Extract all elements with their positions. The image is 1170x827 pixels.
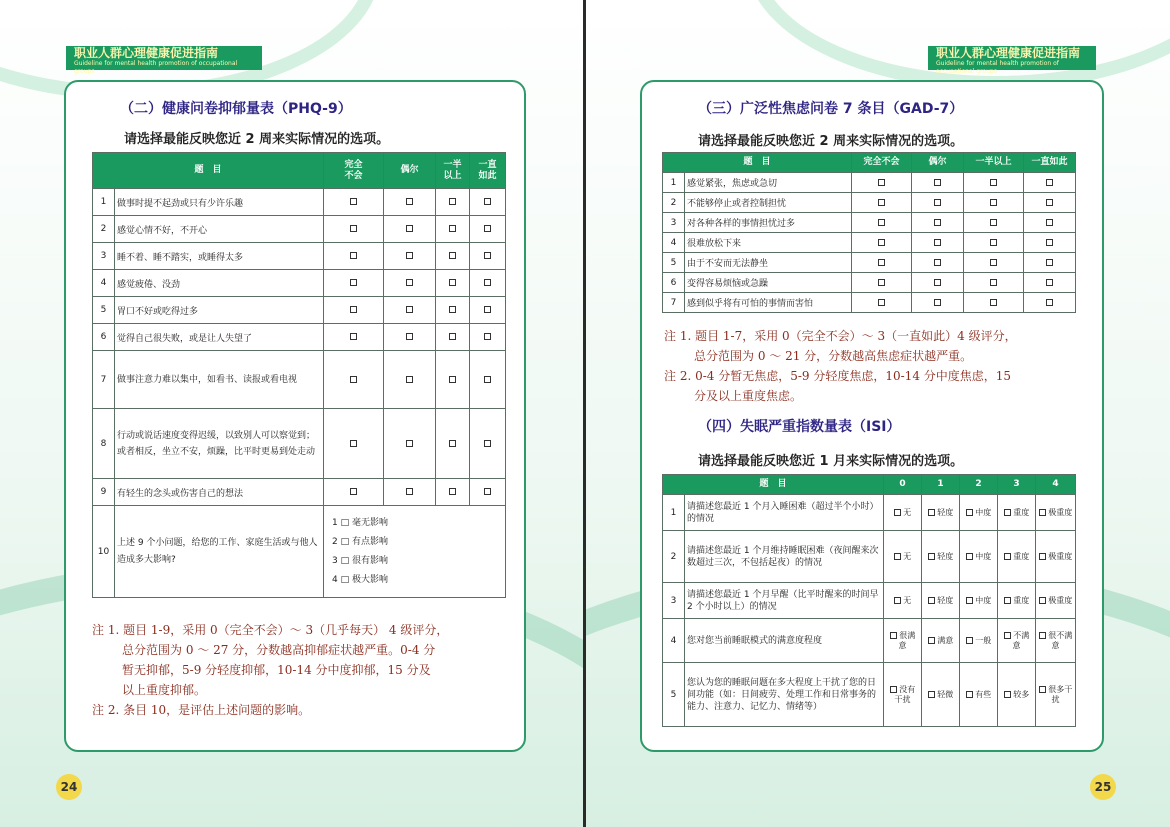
row-number: 2 xyxy=(663,193,685,213)
column-header: 题 目 xyxy=(93,153,324,189)
instruction-isi: 请选择最能反映您近 1 月来实际情况的选项。 xyxy=(698,454,964,469)
checkbox[interactable] xyxy=(928,509,935,516)
checkbox[interactable] xyxy=(406,376,413,383)
table-row xyxy=(663,273,1076,293)
checkbox[interactable] xyxy=(406,252,413,259)
row-text: 上述 9 个小问题，给您的工作、家庭生活或与他人造成多大影响? xyxy=(115,506,324,598)
decor-swoosh xyxy=(746,0,1170,90)
checkbox[interactable] xyxy=(350,488,357,495)
phq9-notes xyxy=(92,620,512,720)
note-line: 总分范围为 0 ～ 21 分，分数越高焦虑症状越严重。 xyxy=(694,349,973,363)
column-header: 偶尔 xyxy=(912,153,964,173)
header-banner xyxy=(66,46,262,75)
checkbox[interactable] xyxy=(1004,509,1011,516)
checkbox[interactable] xyxy=(350,198,357,205)
note-line: 注 1. 题目 1-7，采用 0（完全不会）～ 3（一直如此）4 级评分， xyxy=(664,329,1017,343)
column-header: 一半 以上 xyxy=(436,153,470,189)
checkbox[interactable] xyxy=(966,637,973,644)
header-banner xyxy=(928,46,1096,75)
checkbox[interactable] xyxy=(449,376,456,383)
checkbox[interactable] xyxy=(894,509,901,516)
instruction-gad7: 请选择最能反映您近 2 周来实际情况的选项。 xyxy=(698,134,964,149)
table-row xyxy=(663,619,1076,663)
row-text: 胃口不好或吃得过多 xyxy=(115,297,324,324)
checkbox[interactable] xyxy=(966,509,973,516)
checkbox[interactable] xyxy=(990,199,997,206)
row-number: 4 xyxy=(93,270,115,297)
right-page xyxy=(586,0,1170,827)
option-label: 很多干扰 xyxy=(1048,684,1073,704)
row-number: 1 xyxy=(663,173,685,193)
checkbox[interactable] xyxy=(934,299,941,306)
row-number: 3 xyxy=(663,213,685,233)
impact-option[interactable]: 1 □ 毫无影响 xyxy=(332,517,388,528)
option-label: 满意 xyxy=(937,635,954,645)
column-header: 偶尔 xyxy=(384,153,436,189)
checkbox[interactable] xyxy=(350,252,357,259)
checkbox[interactable] xyxy=(934,239,941,246)
checkbox[interactable] xyxy=(484,252,491,259)
column-header: 3 xyxy=(998,475,1036,495)
table-row xyxy=(93,189,506,216)
checkbox[interactable] xyxy=(878,239,885,246)
row-text: 您对您当前睡眠模式的满意度程度 xyxy=(685,619,884,663)
table-row xyxy=(663,213,1076,233)
checkbox[interactable] xyxy=(1046,279,1053,286)
section-title-isi: （四）失眠严重指数量表（ISI） xyxy=(698,419,901,435)
note-line: 注 2. 条目 10，是评估上述问题的影响。 xyxy=(92,703,311,717)
checkbox[interactable] xyxy=(406,440,413,447)
row-text: 请描述您最近 1 个月维持睡眠困难（夜间醒来次数超过三次，不包括起夜）的情况 xyxy=(685,531,884,583)
row-text: 请描述您最近 1 个月入睡困难（超过半个小时）的情况 xyxy=(685,495,884,531)
option-label: 重度 xyxy=(1013,595,1030,605)
checkbox[interactable] xyxy=(350,225,357,232)
checkbox[interactable] xyxy=(350,376,357,383)
checkbox[interactable] xyxy=(484,306,491,313)
row-text: 感觉心情不好，不开心 xyxy=(115,216,324,243)
table-row xyxy=(93,506,506,598)
table-row xyxy=(93,270,506,297)
row-text: 请描述您最近 1 个月早醒（比平时醒来的时间早 2 个小时以上）的情况 xyxy=(685,583,884,619)
checkbox[interactable] xyxy=(449,333,456,340)
column-header: 一直 如此 xyxy=(470,153,506,189)
checkbox[interactable] xyxy=(1004,553,1011,560)
row-text: 由于不安而无法静坐 xyxy=(685,253,852,273)
row-number: 4 xyxy=(663,619,685,663)
checkbox[interactable] xyxy=(484,279,491,286)
checkbox[interactable] xyxy=(406,306,413,313)
checkbox[interactable] xyxy=(406,225,413,232)
row-number: 5 xyxy=(93,297,115,324)
option-label: 很不满意 xyxy=(1048,630,1073,650)
checkbox[interactable] xyxy=(934,279,941,286)
checkbox[interactable] xyxy=(484,488,491,495)
isi-table xyxy=(662,474,1076,727)
gad7-table xyxy=(662,152,1076,313)
row-number: 9 xyxy=(93,479,115,506)
checkbox[interactable] xyxy=(1046,259,1053,266)
instruction-phq9: 请选择最能反映您近 2 周来实际情况的选项。 xyxy=(124,132,390,147)
option-label: 轻微 xyxy=(937,689,954,699)
header-title: 职业人群心理健康促进指南 xyxy=(936,46,1081,60)
checkbox[interactable] xyxy=(350,306,357,313)
checkbox[interactable] xyxy=(1039,686,1046,693)
row-text: 很难放松下来 xyxy=(685,233,852,253)
checkbox[interactable] xyxy=(990,179,997,186)
row-number: 3 xyxy=(93,243,115,270)
checkbox[interactable] xyxy=(878,299,885,306)
checkbox[interactable] xyxy=(1046,239,1053,246)
checkbox[interactable] xyxy=(1046,179,1053,186)
checkbox[interactable] xyxy=(406,198,413,205)
row-number: 5 xyxy=(663,663,685,727)
option-label: 无 xyxy=(903,551,912,561)
checkbox[interactable] xyxy=(1004,632,1011,639)
row-text: 感觉紧张，焦虑或急切 xyxy=(685,173,852,193)
column-header: 0 xyxy=(884,475,922,495)
column-header: 完全 不会 xyxy=(324,153,384,189)
row-number: 3 xyxy=(663,583,685,619)
table-row xyxy=(663,583,1076,619)
row-text: 做事注意力难以集中，如看书、读报或看电视 xyxy=(115,351,324,409)
option-label: 轻度 xyxy=(937,595,954,605)
table-row xyxy=(93,479,506,506)
checkbox[interactable] xyxy=(406,279,413,286)
table-row xyxy=(663,233,1076,253)
checkbox[interactable] xyxy=(449,225,456,232)
note-line: 注 1. 题目 1-9，采用 0（完全不会）～ 3（几乎每天） 4 级评分， xyxy=(92,623,449,637)
checkbox[interactable] xyxy=(484,198,491,205)
table-row xyxy=(93,351,506,409)
column-header: 一半以上 xyxy=(964,153,1024,173)
row-number: 2 xyxy=(663,531,685,583)
table-row xyxy=(663,495,1076,531)
column-header: 完全不会 xyxy=(852,153,912,173)
row-number: 10 xyxy=(93,506,115,598)
checkbox[interactable] xyxy=(406,488,413,495)
impact-option[interactable]: 2 □ 有点影响 xyxy=(332,536,388,547)
checkbox[interactable] xyxy=(449,252,456,259)
option-label: 有些 xyxy=(975,689,992,699)
table-row xyxy=(663,173,1076,193)
impact-options xyxy=(324,506,506,598)
header-subtitle: Guideline for mental health promotion of occupational groups xyxy=(936,60,1059,75)
checkbox[interactable] xyxy=(928,691,935,698)
row-text: 不能够停止或者控制担忧 xyxy=(685,193,852,213)
checkbox[interactable] xyxy=(1039,553,1046,560)
note-line: 注 2. 0-4 分暂无焦虑，5-9 分轻度焦虑，10-14 分中度焦虑，15 xyxy=(664,369,1012,383)
checkbox[interactable] xyxy=(350,333,357,340)
checkbox[interactable] xyxy=(484,376,491,383)
row-number: 4 xyxy=(663,233,685,253)
checkbox[interactable] xyxy=(928,637,935,644)
checkbox[interactable] xyxy=(966,553,973,560)
checkbox[interactable] xyxy=(484,440,491,447)
checkbox[interactable] xyxy=(878,259,885,266)
checkbox[interactable] xyxy=(1046,299,1053,306)
impact-option[interactable]: 3 □ 很有影响 xyxy=(332,555,388,566)
checkbox[interactable] xyxy=(894,597,901,604)
row-number: 2 xyxy=(93,216,115,243)
option-label: 中度 xyxy=(975,551,992,561)
column-header: 一直如此 xyxy=(1024,153,1076,173)
checkbox[interactable] xyxy=(449,440,456,447)
row-text: 做事时提不起劲或只有少许乐趣 xyxy=(115,189,324,216)
note-line: 暂无抑郁，5-9 分轻度抑郁，10-14 分中度抑郁，15 分及 xyxy=(122,663,431,677)
section-title-phq9: （二）健康问卷抑郁量表（PHQ-9） xyxy=(120,101,352,117)
row-number: 5 xyxy=(663,253,685,273)
option-label: 极重度 xyxy=(1048,507,1073,517)
row-number: 6 xyxy=(93,324,115,351)
row-text: 行动或说话速度变得迟缓，以致别人可以察觉到；或者相反，坐立不安，烦躁，比平时更易到处走动 xyxy=(115,409,324,479)
table-row xyxy=(93,216,506,243)
checkbox[interactable] xyxy=(1046,219,1053,226)
checkbox[interactable] xyxy=(890,632,897,639)
option-label: 中度 xyxy=(975,595,992,605)
checkbox[interactable] xyxy=(1039,632,1046,639)
checkbox[interactable] xyxy=(928,597,935,604)
checkbox[interactable] xyxy=(878,179,885,186)
option-label: 不满意 xyxy=(1012,630,1030,650)
option-label: 无 xyxy=(903,507,912,517)
option-label: 中度 xyxy=(975,507,992,517)
row-number: 7 xyxy=(93,351,115,409)
checkbox[interactable] xyxy=(990,219,997,226)
row-text: 感到似乎将有可怕的事情而害怕 xyxy=(685,293,852,313)
row-text: 睡不着、睡不踏实，或睡得太多 xyxy=(115,243,324,270)
header-subtitle: Guideline for mental health promotion of occupational groups xyxy=(74,60,238,75)
checkbox[interactable] xyxy=(878,279,885,286)
row-number: 8 xyxy=(93,409,115,479)
checkbox[interactable] xyxy=(350,279,357,286)
column-header: 1 xyxy=(922,475,960,495)
checkbox[interactable] xyxy=(449,488,456,495)
page-number: 24 xyxy=(56,774,82,800)
option-label: 很满意 xyxy=(898,630,916,650)
row-text: 感觉疲倦、没劲 xyxy=(115,270,324,297)
checkbox[interactable] xyxy=(878,199,885,206)
checkbox[interactable] xyxy=(1004,691,1011,698)
checkbox[interactable] xyxy=(890,686,897,693)
option-label: 无 xyxy=(903,595,912,605)
table-row xyxy=(663,293,1076,313)
page-number: 25 xyxy=(1090,774,1116,800)
table-row xyxy=(93,409,506,479)
option-label: 极重度 xyxy=(1048,595,1073,605)
table-row xyxy=(663,193,1076,213)
column-header: 2 xyxy=(960,475,998,495)
checkbox[interactable] xyxy=(484,333,491,340)
option-label: 轻度 xyxy=(937,551,954,561)
checkbox[interactable] xyxy=(934,179,941,186)
row-number: 6 xyxy=(663,273,685,293)
checkbox[interactable] xyxy=(990,299,997,306)
row-number: 7 xyxy=(663,293,685,313)
checkbox[interactable] xyxy=(406,333,413,340)
option-label: 没有干扰 xyxy=(894,684,916,704)
checkbox[interactable] xyxy=(484,225,491,232)
checkbox[interactable] xyxy=(1039,597,1046,604)
phq9-table xyxy=(92,152,506,598)
row-number: 1 xyxy=(663,495,685,531)
row-text: 变得容易烦恼或急躁 xyxy=(685,273,852,293)
checkbox[interactable] xyxy=(878,219,885,226)
checkbox[interactable] xyxy=(449,306,456,313)
note-line: 以上重度抑郁。 xyxy=(122,683,207,697)
note-line: 分及以上重度焦虑。 xyxy=(694,389,803,403)
checkbox[interactable] xyxy=(934,219,941,226)
option-label: 较多 xyxy=(1013,689,1030,699)
column-header: 4 xyxy=(1036,475,1076,495)
checkbox[interactable] xyxy=(894,553,901,560)
checkbox[interactable] xyxy=(1046,199,1053,206)
checkbox[interactable] xyxy=(1004,597,1011,604)
checkbox[interactable] xyxy=(966,597,973,604)
checkbox[interactable] xyxy=(449,198,456,205)
note-line: 总分范围为 0 ～ 27 分，分数越高抑郁症状越严重。0-4 分 xyxy=(122,643,436,657)
section-title-gad7: （三）广泛性焦虑问卷 7 条目（GAD-7） xyxy=(698,101,964,117)
checkbox[interactable] xyxy=(934,259,941,266)
row-text: 有轻生的念头或伤害自己的想法 xyxy=(115,479,324,506)
row-number: 1 xyxy=(93,189,115,216)
left-page xyxy=(0,0,584,827)
checkbox[interactable] xyxy=(928,553,935,560)
row-text: 对各种各样的事情担忧过多 xyxy=(685,213,852,233)
header-title: 职业人群心理健康促进指南 xyxy=(74,46,219,60)
option-label: 重度 xyxy=(1013,507,1030,517)
table-row xyxy=(93,243,506,270)
checkbox[interactable] xyxy=(990,239,997,246)
checkbox[interactable] xyxy=(934,199,941,206)
column-header: 题 目 xyxy=(663,153,852,173)
table-row xyxy=(663,253,1076,273)
gad7-notes xyxy=(664,326,1094,406)
checkbox[interactable] xyxy=(449,279,456,286)
table-row xyxy=(663,663,1076,727)
row-text: 觉得自己很失败，或是让人失望了 xyxy=(115,324,324,351)
checkbox[interactable] xyxy=(966,691,973,698)
checkbox[interactable] xyxy=(1039,509,1046,516)
option-label: 一般 xyxy=(975,635,992,645)
impact-option[interactable]: 4 □ 极大影响 xyxy=(332,574,388,585)
checkbox[interactable] xyxy=(990,279,997,286)
column-header: 题 目 xyxy=(663,475,884,495)
table-row xyxy=(93,324,506,351)
option-label: 轻度 xyxy=(937,507,954,517)
checkbox[interactable] xyxy=(350,440,357,447)
checkbox[interactable] xyxy=(990,259,997,266)
row-text: 您认为您的睡眠问题在多大程度上干扰了您的日间功能（如：日间疲劳、处理工作和日常事务的能力、注意力、记忆力、情绪等） xyxy=(685,663,884,727)
table-row xyxy=(663,531,1076,583)
option-label: 极重度 xyxy=(1048,551,1073,561)
table-row xyxy=(93,297,506,324)
option-label: 重度 xyxy=(1013,551,1030,561)
